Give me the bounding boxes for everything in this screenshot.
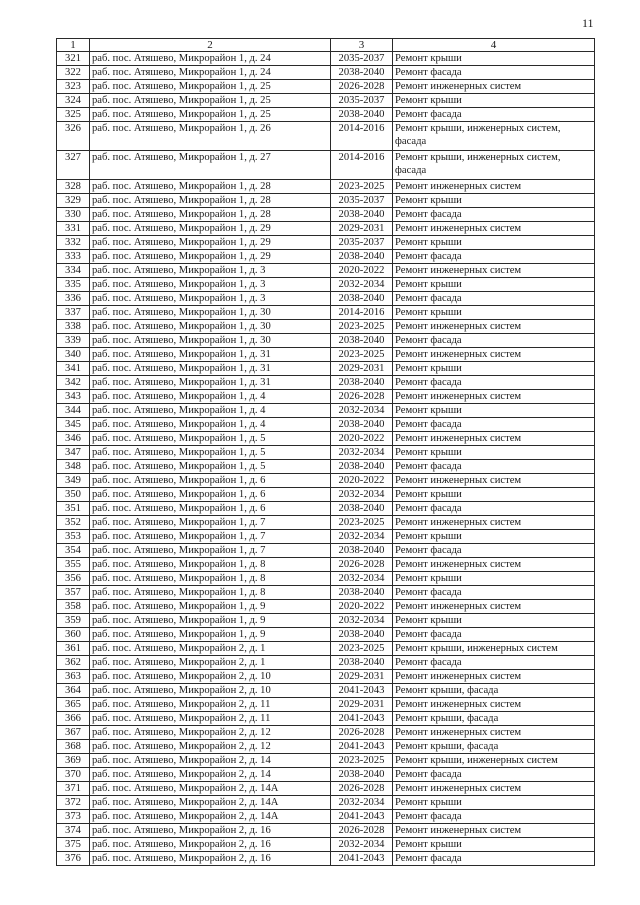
period-cell: 2020-2022 <box>331 600 393 614</box>
row-number-cell: 362 <box>57 656 90 670</box>
address-cell: раб. пос. Атяшево, Микрорайон 1, д. 28 <box>90 208 331 222</box>
table-row <box>57 586 595 600</box>
row-number-cell: 340 <box>57 348 90 362</box>
address-cell: раб. пос. Атяшево, Микрорайон 2, д. 12 <box>90 726 331 740</box>
work-type-cell: Ремонт фасада <box>393 502 595 516</box>
table-row <box>57 544 595 558</box>
work-type-cell: Ремонт инженерных систем <box>393 600 595 614</box>
work-type-cell: Ремонт фасада <box>393 656 595 670</box>
address-cell: раб. пос. Атяшево, Микрорайон 2, д. 16 <box>90 852 331 866</box>
period-cell: 2023-2025 <box>331 642 393 656</box>
period-cell: 2032-2034 <box>331 614 393 628</box>
address-cell: раб. пос. Атяшево, Микрорайон 1, д. 5 <box>90 446 331 460</box>
period-cell: 2023-2025 <box>331 516 393 530</box>
work-type-cell: Ремонт фасада <box>393 334 595 348</box>
period-cell: 2035-2037 <box>331 94 393 108</box>
address-cell: раб. пос. Атяшево, Микрорайон 2, д. 16 <box>90 824 331 838</box>
period-cell: 2038-2040 <box>331 656 393 670</box>
period-cell: 2026-2028 <box>331 824 393 838</box>
table-row <box>57 334 595 348</box>
work-type-cell: Ремонт фасада <box>393 66 595 80</box>
work-type-cell: Ремонт фасада <box>393 852 595 866</box>
row-number-cell: 375 <box>57 838 90 852</box>
period-cell: 2038-2040 <box>331 376 393 390</box>
address-cell: раб. пос. Атяшево, Микрорайон 1, д. 31 <box>90 348 331 362</box>
work-type-cell: Ремонт инженерных систем <box>393 222 595 236</box>
period-cell: 2026-2028 <box>331 80 393 94</box>
period-cell: 2038-2040 <box>331 66 393 80</box>
work-type-cell: Ремонт крыши <box>393 614 595 628</box>
row-number-cell: 328 <box>57 180 90 194</box>
table-row <box>57 628 595 642</box>
address-cell: раб. пос. Атяшево, Микрорайон 2, д. 1 <box>90 642 331 656</box>
table-row <box>57 376 595 390</box>
work-type-cell: Ремонт инженерных систем <box>393 698 595 712</box>
row-number-cell: 361 <box>57 642 90 656</box>
address-cell: раб. пос. Атяшево, Микрорайон 1, д. 8 <box>90 572 331 586</box>
work-type-cell: Ремонт крыши, инженерных систем, фасада <box>393 151 595 180</box>
table-row <box>57 516 595 530</box>
row-number-cell: 325 <box>57 108 90 122</box>
row-number-cell: 368 <box>57 740 90 754</box>
address-cell: раб. пос. Атяшево, Микрорайон 1, д. 4 <box>90 418 331 432</box>
period-cell: 2038-2040 <box>331 768 393 782</box>
work-type-cell: Ремонт крыши <box>393 94 595 108</box>
work-type-cell: Ремонт крыши <box>393 194 595 208</box>
work-type-cell: Ремонт инженерных систем <box>393 782 595 796</box>
table-row <box>57 656 595 670</box>
period-cell: 2038-2040 <box>331 334 393 348</box>
address-cell: раб. пос. Атяшево, Микрорайон 1, д. 7 <box>90 544 331 558</box>
row-number-cell: 351 <box>57 502 90 516</box>
row-number-cell: 323 <box>57 80 90 94</box>
row-number-cell: 350 <box>57 488 90 502</box>
table-row <box>57 236 595 250</box>
row-number-cell: 369 <box>57 754 90 768</box>
table-row <box>57 642 595 656</box>
address-cell: раб. пос. Атяшево, Микрорайон 1, д. 6 <box>90 488 331 502</box>
row-number-cell: 334 <box>57 264 90 278</box>
table-row <box>57 418 595 432</box>
row-number-cell: 344 <box>57 404 90 418</box>
row-number-cell: 345 <box>57 418 90 432</box>
table-row <box>57 151 595 180</box>
address-cell: раб. пос. Атяшево, Микрорайон 2, д. 12 <box>90 740 331 754</box>
work-type-cell: Ремонт инженерных систем <box>393 432 595 446</box>
row-number-cell: 354 <box>57 544 90 558</box>
address-cell: раб. пос. Атяшево, Микрорайон 1, д. 30 <box>90 334 331 348</box>
table-row <box>57 362 595 376</box>
period-cell: 2038-2040 <box>331 586 393 600</box>
period-cell: 2035-2037 <box>331 194 393 208</box>
address-cell: раб. пос. Атяшево, Микрорайон 2, д. 11 <box>90 712 331 726</box>
work-type-cell: Ремонт фасада <box>393 292 595 306</box>
row-number-cell: 339 <box>57 334 90 348</box>
table-row <box>57 122 595 151</box>
period-cell: 2038-2040 <box>331 208 393 222</box>
address-cell: раб. пос. Атяшево, Микрорайон 1, д. 29 <box>90 222 331 236</box>
address-cell: раб. пос. Атяшево, Микрорайон 1, д. 26 <box>90 122 331 151</box>
address-cell: раб. пос. Атяшево, Микрорайон 1, д. 29 <box>90 250 331 264</box>
work-type-cell: Ремонт инженерных систем <box>393 264 595 278</box>
address-cell: раб. пос. Атяшево, Микрорайон 1, д. 5 <box>90 432 331 446</box>
table-row <box>57 222 595 236</box>
address-cell: раб. пос. Атяшево, Микрорайон 2, д. 16 <box>90 838 331 852</box>
work-type-cell: Ремонт инженерных систем <box>393 80 595 94</box>
work-type-cell: Ремонт фасада <box>393 544 595 558</box>
address-cell: раб. пос. Атяшево, Микрорайон 2, д. 10 <box>90 684 331 698</box>
row-number-cell: 346 <box>57 432 90 446</box>
table-header-row <box>57 39 595 52</box>
address-cell: раб. пос. Атяшево, Микрорайон 1, д. 7 <box>90 516 331 530</box>
period-cell: 2038-2040 <box>331 250 393 264</box>
table-row <box>57 600 595 614</box>
work-type-cell: Ремонт инженерных систем <box>393 390 595 404</box>
row-number-cell: 347 <box>57 446 90 460</box>
period-cell: 2032-2034 <box>331 488 393 502</box>
table-row <box>57 488 595 502</box>
work-type-cell: Ремонт фасада <box>393 810 595 824</box>
row-number-cell: 356 <box>57 572 90 586</box>
period-cell: 2026-2028 <box>331 558 393 572</box>
work-type-cell: Ремонт крыши <box>393 796 595 810</box>
table-row <box>57 194 595 208</box>
period-cell: 2026-2028 <box>331 782 393 796</box>
work-type-cell: Ремонт инженерных систем <box>393 180 595 194</box>
table-row <box>57 264 595 278</box>
row-number-cell: 330 <box>57 208 90 222</box>
row-number-cell: 374 <box>57 824 90 838</box>
work-type-cell: Ремонт инженерных систем <box>393 726 595 740</box>
address-cell: раб. пос. Атяшево, Микрорайон 1, д. 6 <box>90 502 331 516</box>
address-cell: раб. пос. Атяшево, Микрорайон 1, д. 30 <box>90 306 331 320</box>
period-cell: 2032-2034 <box>331 404 393 418</box>
row-number-cell: 331 <box>57 222 90 236</box>
period-cell: 2041-2043 <box>331 852 393 866</box>
period-cell: 2029-2031 <box>331 362 393 376</box>
table-row <box>57 852 595 866</box>
row-number-cell: 343 <box>57 390 90 404</box>
table-row <box>57 502 595 516</box>
row-number-cell: 322 <box>57 66 90 80</box>
period-cell: 2041-2043 <box>331 810 393 824</box>
work-type-cell: Ремонт крыши, фасада <box>393 740 595 754</box>
work-type-cell: Ремонт фасада <box>393 108 595 122</box>
table-row <box>57 754 595 768</box>
table-row <box>57 838 595 852</box>
table-row <box>57 292 595 306</box>
row-number-cell: 329 <box>57 194 90 208</box>
row-number-cell: 366 <box>57 712 90 726</box>
period-cell: 2038-2040 <box>331 628 393 642</box>
table-row <box>57 712 595 726</box>
work-type-cell: Ремонт инженерных систем <box>393 824 595 838</box>
period-cell: 2038-2040 <box>331 292 393 306</box>
period-cell: 2020-2022 <box>331 264 393 278</box>
row-number-cell: 333 <box>57 250 90 264</box>
address-cell: раб. пос. Атяшево, Микрорайон 1, д. 31 <box>90 376 331 390</box>
period-cell: 2032-2034 <box>331 796 393 810</box>
table-row <box>57 530 595 544</box>
row-number-cell: 365 <box>57 698 90 712</box>
address-cell: раб. пос. Атяшево, Микрорайон 1, д. 8 <box>90 558 331 572</box>
table-row <box>57 66 595 80</box>
period-cell: 2023-2025 <box>331 180 393 194</box>
period-cell: 2038-2040 <box>331 544 393 558</box>
work-type-cell: Ремонт крыши, фасада <box>393 712 595 726</box>
work-type-cell: Ремонт фасада <box>393 250 595 264</box>
address-cell: раб. пос. Атяшево, Микрорайон 1, д. 3 <box>90 278 331 292</box>
address-cell: раб. пос. Атяшево, Микрорайон 2, д. 14А <box>90 796 331 810</box>
column-header-period: 3 <box>331 39 393 52</box>
address-cell: раб. пос. Атяшево, Микрорайон 2, д. 14А <box>90 810 331 824</box>
work-type-cell: Ремонт инженерных систем <box>393 558 595 572</box>
period-cell: 2014-2016 <box>331 306 393 320</box>
period-cell: 2020-2022 <box>331 432 393 446</box>
address-cell: раб. пос. Атяшево, Микрорайон 2, д. 14 <box>90 768 331 782</box>
period-cell: 2041-2043 <box>331 740 393 754</box>
work-type-cell: Ремонт крыши <box>393 488 595 502</box>
row-number-cell: 364 <box>57 684 90 698</box>
table-row <box>57 306 595 320</box>
work-type-cell: Ремонт крыши <box>393 404 595 418</box>
period-cell: 2038-2040 <box>331 502 393 516</box>
work-type-cell: Ремонт крыши <box>393 52 595 66</box>
work-type-cell: Ремонт крыши <box>393 446 595 460</box>
work-type-cell: Ремонт инженерных систем <box>393 320 595 334</box>
column-header-work-type: 4 <box>393 39 595 52</box>
work-type-cell: Ремонт инженерных систем <box>393 516 595 530</box>
table-row <box>57 782 595 796</box>
row-number-cell: 341 <box>57 362 90 376</box>
address-cell: раб. пос. Атяшево, Микрорайон 1, д. 31 <box>90 362 331 376</box>
period-cell: 2029-2031 <box>331 222 393 236</box>
work-type-cell: Ремонт фасада <box>393 418 595 432</box>
table-row <box>57 726 595 740</box>
table-row <box>57 460 595 474</box>
table-row <box>57 108 595 122</box>
row-number-cell: 321 <box>57 52 90 66</box>
table-row <box>57 796 595 810</box>
address-cell: раб. пос. Атяшево, Микрорайон 1, д. 28 <box>90 180 331 194</box>
row-number-cell: 348 <box>57 460 90 474</box>
table-row <box>57 572 595 586</box>
address-cell: раб. пос. Атяшево, Микрорайон 2, д. 10 <box>90 670 331 684</box>
period-cell: 2032-2034 <box>331 446 393 460</box>
address-cell: раб. пос. Атяшево, Микрорайон 1, д. 25 <box>90 108 331 122</box>
table-row <box>57 94 595 108</box>
address-cell: раб. пос. Атяшево, Микрорайон 1, д. 24 <box>90 66 331 80</box>
table-row <box>57 348 595 362</box>
address-cell: раб. пос. Атяшево, Микрорайон 1, д. 9 <box>90 614 331 628</box>
period-cell: 2032-2034 <box>331 530 393 544</box>
table-row <box>57 474 595 488</box>
address-cell: раб. пос. Атяшево, Микрорайон 1, д. 27 <box>90 151 331 180</box>
table-row <box>57 684 595 698</box>
work-type-cell: Ремонт крыши <box>393 362 595 376</box>
address-cell: раб. пос. Атяшево, Микрорайон 1, д. 8 <box>90 586 331 600</box>
row-number-cell: 355 <box>57 558 90 572</box>
work-type-cell: Ремонт крыши <box>393 278 595 292</box>
period-cell: 2026-2028 <box>331 390 393 404</box>
row-number-cell: 324 <box>57 94 90 108</box>
address-cell: раб. пос. Атяшево, Микрорайон 1, д. 9 <box>90 628 331 642</box>
period-cell: 2014-2016 <box>331 122 393 151</box>
row-number-cell: 326 <box>57 122 90 151</box>
period-cell: 2023-2025 <box>331 320 393 334</box>
period-cell: 2041-2043 <box>331 684 393 698</box>
address-cell: раб. пос. Атяшево, Микрорайон 2, д. 14 <box>90 754 331 768</box>
row-number-cell: 363 <box>57 670 90 684</box>
period-cell: 2032-2034 <box>331 278 393 292</box>
work-type-cell: Ремонт крыши <box>393 572 595 586</box>
table-row <box>57 446 595 460</box>
work-type-cell: Ремонт крыши, инженерных систем <box>393 642 595 656</box>
address-cell: раб. пос. Атяшево, Микрорайон 1, д. 25 <box>90 94 331 108</box>
row-number-cell: 349 <box>57 474 90 488</box>
row-number-cell: 332 <box>57 236 90 250</box>
work-type-cell: Ремонт крыши <box>393 530 595 544</box>
period-cell: 2041-2043 <box>331 712 393 726</box>
address-cell: раб. пос. Атяшево, Микрорайон 1, д. 9 <box>90 600 331 614</box>
repair-schedule-table <box>56 38 595 866</box>
work-type-cell: Ремонт фасада <box>393 460 595 474</box>
row-number-cell: 376 <box>57 852 90 866</box>
row-number-cell: 352 <box>57 516 90 530</box>
table-row <box>57 250 595 264</box>
table-row <box>57 278 595 292</box>
table-row <box>57 320 595 334</box>
table-row <box>57 80 595 94</box>
period-cell: 2035-2037 <box>331 52 393 66</box>
work-type-cell: Ремонт инженерных систем <box>393 348 595 362</box>
work-type-cell: Ремонт фасада <box>393 586 595 600</box>
period-cell: 2038-2040 <box>331 418 393 432</box>
work-type-cell: Ремонт инженерных систем <box>393 474 595 488</box>
address-cell: раб. пос. Атяшево, Микрорайон 1, д. 29 <box>90 236 331 250</box>
period-cell: 2038-2040 <box>331 460 393 474</box>
address-cell: раб. пос. Атяшево, Микрорайон 1, д. 4 <box>90 390 331 404</box>
table-row <box>57 52 595 66</box>
work-type-cell: Ремонт крыши, фасада <box>393 684 595 698</box>
address-cell: раб. пос. Атяшево, Микрорайон 1, д. 7 <box>90 530 331 544</box>
table-row <box>57 824 595 838</box>
table-row <box>57 768 595 782</box>
period-cell: 2029-2031 <box>331 698 393 712</box>
column-header-address: 2 <box>90 39 331 52</box>
period-cell: 2020-2022 <box>331 474 393 488</box>
row-number-cell: 335 <box>57 278 90 292</box>
address-cell: раб. пос. Атяшево, Микрорайон 2, д. 14А <box>90 782 331 796</box>
table-row <box>57 390 595 404</box>
work-type-cell: Ремонт фасада <box>393 208 595 222</box>
table-row <box>57 698 595 712</box>
row-number-cell: 353 <box>57 530 90 544</box>
address-cell: раб. пос. Атяшево, Микрорайон 1, д. 28 <box>90 194 331 208</box>
table-row <box>57 180 595 194</box>
address-cell: раб. пос. Атяшево, Микрорайон 1, д. 3 <box>90 264 331 278</box>
column-header-number: 1 <box>57 39 90 52</box>
row-number-cell: 357 <box>57 586 90 600</box>
address-cell: раб. пос. Атяшево, Микрорайон 1, д. 30 <box>90 320 331 334</box>
table-body <box>57 52 595 866</box>
period-cell: 2023-2025 <box>331 754 393 768</box>
table-row <box>57 810 595 824</box>
row-number-cell: 359 <box>57 614 90 628</box>
period-cell: 2032-2034 <box>331 838 393 852</box>
period-cell: 2023-2025 <box>331 348 393 362</box>
period-cell: 2035-2037 <box>331 236 393 250</box>
row-number-cell: 342 <box>57 376 90 390</box>
row-number-cell: 338 <box>57 320 90 334</box>
work-type-cell: Ремонт крыши, инженерных систем <box>393 754 595 768</box>
work-type-cell: Ремонт фасада <box>393 628 595 642</box>
work-type-cell: Ремонт крыши, инженерных систем, фасада <box>393 122 595 151</box>
table-row <box>57 670 595 684</box>
address-cell: раб. пос. Атяшево, Микрорайон 1, д. 4 <box>90 404 331 418</box>
table-row <box>57 404 595 418</box>
period-cell: 2038-2040 <box>331 108 393 122</box>
period-cell: 2026-2028 <box>331 726 393 740</box>
period-cell: 2032-2034 <box>331 572 393 586</box>
address-cell: раб. пос. Атяшево, Микрорайон 1, д. 25 <box>90 80 331 94</box>
address-cell: раб. пос. Атяшево, Микрорайон 1, д. 6 <box>90 474 331 488</box>
row-number-cell: 327 <box>57 151 90 180</box>
row-number-cell: 358 <box>57 600 90 614</box>
work-type-cell: Ремонт крыши <box>393 236 595 250</box>
period-cell: 2029-2031 <box>331 670 393 684</box>
table-row <box>57 740 595 754</box>
work-type-cell: Ремонт крыши <box>393 838 595 852</box>
page-number: 11 <box>582 16 594 30</box>
table-row <box>57 614 595 628</box>
work-type-cell: Ремонт фасада <box>393 768 595 782</box>
row-number-cell: 360 <box>57 628 90 642</box>
period-cell: 2014-2016 <box>331 151 393 180</box>
work-type-cell: Ремонт фасада <box>393 376 595 390</box>
work-type-cell: Ремонт инженерных систем <box>393 670 595 684</box>
row-number-cell: 372 <box>57 796 90 810</box>
row-number-cell: 373 <box>57 810 90 824</box>
address-cell: раб. пос. Атяшево, Микрорайон 2, д. 11 <box>90 698 331 712</box>
address-cell: раб. пос. Атяшево, Микрорайон 1, д. 5 <box>90 460 331 474</box>
address-cell: раб. пос. Атяшево, Микрорайон 2, д. 1 <box>90 656 331 670</box>
row-number-cell: 367 <box>57 726 90 740</box>
table-row <box>57 558 595 572</box>
work-type-cell: Ремонт крыши <box>393 306 595 320</box>
table-row <box>57 208 595 222</box>
address-cell: раб. пос. Атяшево, Микрорайон 1, д. 24 <box>90 52 331 66</box>
address-cell: раб. пос. Атяшево, Микрорайон 1, д. 3 <box>90 292 331 306</box>
table-row <box>57 432 595 446</box>
row-number-cell: 337 <box>57 306 90 320</box>
row-number-cell: 336 <box>57 292 90 306</box>
row-number-cell: 370 <box>57 768 90 782</box>
row-number-cell: 371 <box>57 782 90 796</box>
